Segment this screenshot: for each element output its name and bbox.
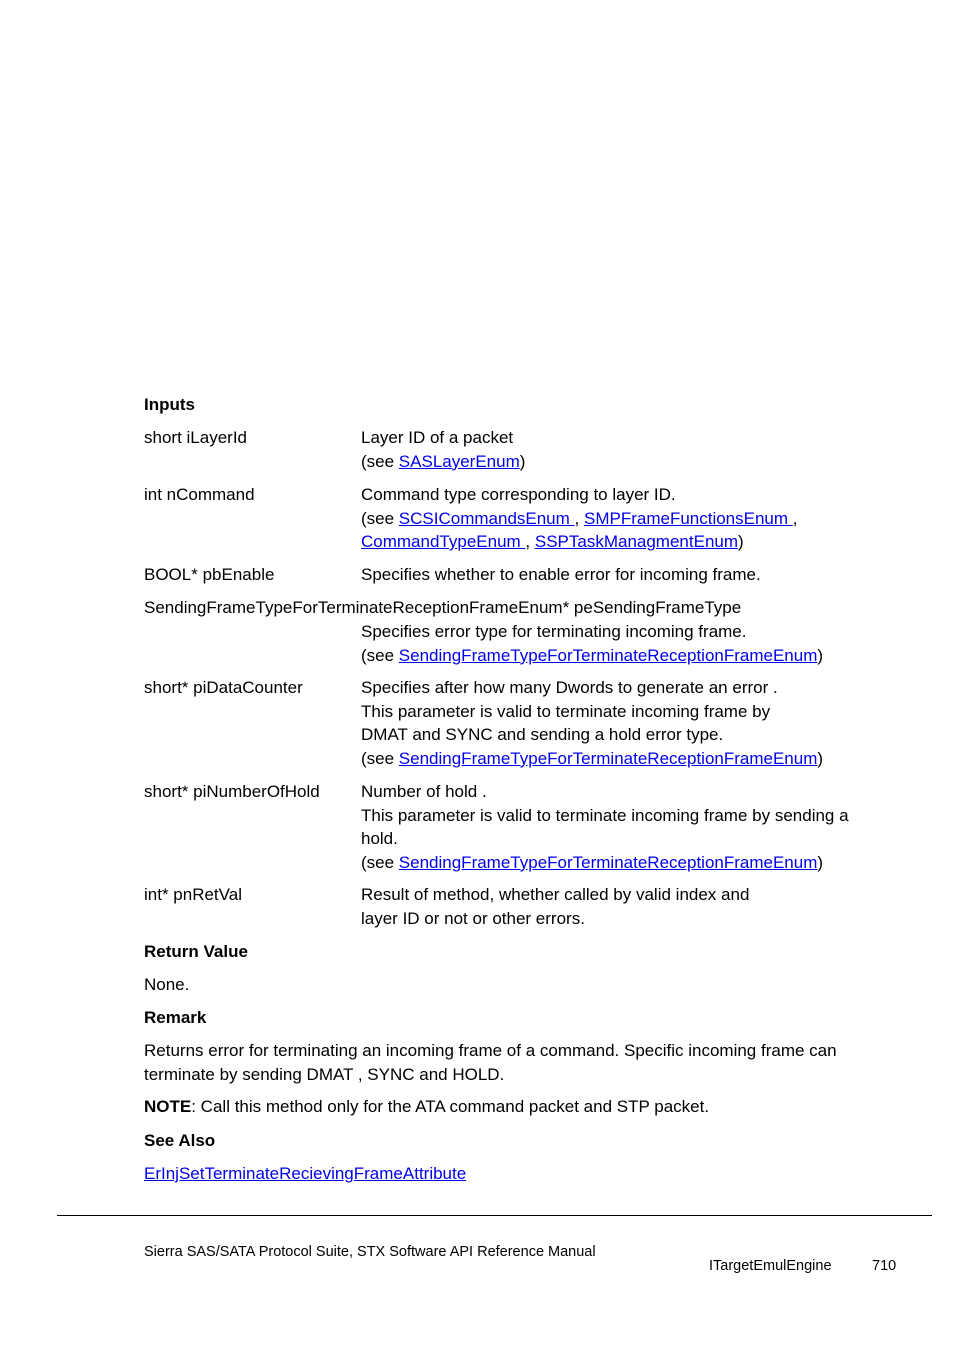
inputs-heading: Inputs bbox=[144, 395, 195, 414]
param-desc-pidatacounter: Specifies after how many Dwords to generate an error . This parameter is valid to terminate incoming frame by DMAT and SYNC and sending a hold error type. (see SendingFrameTypeForTerminateReceptionFrameEnum) bbox=[361, 678, 824, 768]
remark-heading: Remark bbox=[144, 1008, 207, 1027]
param-name-pnretval: int* pnRetVal bbox=[144, 885, 242, 904]
link-saslayerenum[interactable]: SASLayerEnum bbox=[398, 451, 520, 471]
link-ssptaskmanagmentenum[interactable]: SSPTaskManagmentEnum bbox=[534, 532, 739, 551]
link-sendingframetype-2[interactable]: SendingFrameTypeForTerminateReceptionFrameEnum bbox=[398, 748, 818, 768]
link-erinjsetterminaterecievingframeattribute[interactable]: ErInjSetTerminateRecievingFrameAttribute bbox=[144, 1164, 467, 1183]
note-paragraph: NOTE: Call this method only for the ATA command packet and STP packet. bbox=[144, 1097, 710, 1116]
param-name-pidatacounter: short* piDataCounter bbox=[144, 678, 303, 697]
link-sendingframetype-1[interactable]: SendingFrameTypeForTerminateReceptionFrameEnum bbox=[398, 645, 818, 665]
link-smpframefunctionsenum[interactable]: SMPFrameFunctionsEnum bbox=[583, 508, 793, 528]
return-value-text: None. bbox=[144, 975, 190, 994]
link-sendingframetype-3[interactable]: SendingFrameTypeForTerminateReceptionFrameEnum bbox=[398, 852, 818, 872]
link-scsicommandsenum[interactable]: SCSICommandsEnum bbox=[398, 508, 575, 528]
remark-text: Returns error for terminating an incoming frame of a command. Specific incoming frame can terminate by sending DMAT , SYNC and HOLD. bbox=[144, 1041, 837, 1084]
param-name-ilayerid: short iLayerId bbox=[144, 428, 247, 447]
see-also-heading: See Also bbox=[144, 1131, 216, 1150]
note-label: NOTE bbox=[144, 1097, 192, 1116]
param-desc-ilayerid: Layer ID of a packet (see SASLayerEnum) bbox=[361, 428, 526, 471]
link-commandtypeenum[interactable]: CommandTypeEnum bbox=[361, 532, 526, 551]
footer-manual-title: Sierra SAS/SATA Protocol Suite, STX Software API Reference Manual bbox=[144, 1244, 596, 1260]
param-desc-pnretval: Result of method, whether called by valid index and layer ID or not or other errors. bbox=[361, 885, 750, 928]
param-desc-pesendingframetype: Specifies error type for terminating incoming frame. (see SendingFrameTypeForTerminateReceptionFrameEnum) bbox=[361, 622, 824, 665]
footer-page-number: 710 bbox=[872, 1258, 897, 1274]
footer-divider bbox=[57, 1215, 932, 1216]
param-desc-pinumberofhold: Number of hold . This parameter is valid to terminate incoming frame by sending a hold. (see SendingFrameTypeForTerminateReceptionFrameEnum) bbox=[361, 782, 849, 872]
param-name-pinumberofhold: short* piNumberOfHold bbox=[144, 782, 320, 801]
return-value-heading: Return Value bbox=[144, 942, 248, 961]
param-desc-pbenable: Specifies whether to enable error for incoming frame. bbox=[361, 565, 761, 584]
footer-section: ITargetEmulEngine bbox=[709, 1258, 832, 1274]
param-name-ncommand: int nCommand bbox=[144, 485, 255, 504]
param-name-pesendingframetype: SendingFrameTypeForTerminateReceptionFrameEnum* peSendingFrameType bbox=[144, 598, 742, 617]
param-desc-ncommand: Command type corresponding to layer ID. (see SCSICommandsEnum , SMPFrameFunctionsEnum , CommandTypeEnum , SSPTaskManagmentEnum) bbox=[361, 485, 798, 551]
param-name-pbenable: BOOL* pbEnable bbox=[144, 565, 275, 584]
